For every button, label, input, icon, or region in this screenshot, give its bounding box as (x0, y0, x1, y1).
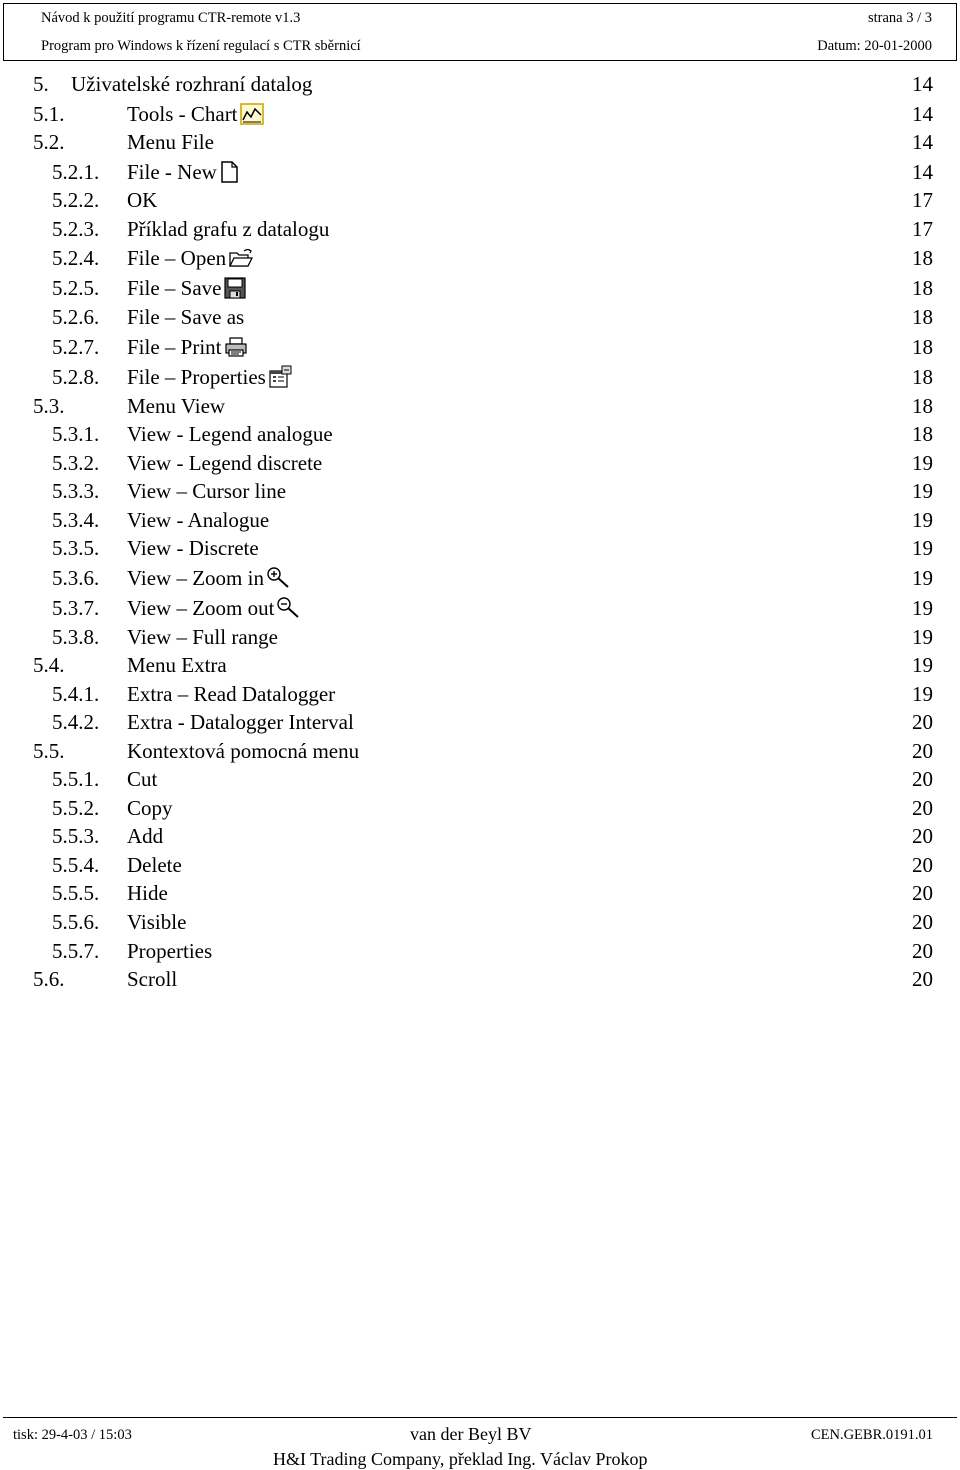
toc-entry-number: 5.5.6. (52, 910, 100, 934)
toc-entry-page: 17 (912, 217, 933, 241)
toc-entry-page: 14 (912, 102, 933, 126)
toc-entry-page: 19 (912, 508, 933, 532)
toc-entry-page: 20 (912, 910, 933, 934)
toc-entry (0, 128, 960, 156)
toc-entry (0, 363, 960, 391)
toc-entry-page: 18 (912, 422, 933, 446)
toc-entry-title-wrap (127, 680, 335, 708)
toc-entry-page: 19 (912, 682, 933, 706)
toc-entry-number: 5.2.1. (52, 160, 100, 184)
toc-entry-title: Extra – Read Datalogger (127, 682, 336, 706)
toc-entry-number: 5.4. (33, 653, 65, 677)
toc-entry (0, 937, 960, 965)
toc-entry-number: 5.5.7. (52, 939, 100, 963)
toc-entry-number: 5.2.5. (52, 276, 100, 300)
toc-entry-title-wrap (127, 623, 278, 651)
toc-entry (0, 244, 960, 272)
toc-entry (0, 651, 960, 679)
toc-entry (0, 186, 960, 214)
toc-entry-title: Visible (127, 910, 187, 934)
toc-entry-title-wrap (127, 303, 244, 331)
toc-entry-title: OK (127, 188, 158, 212)
toc-entry-title: File – Properties (127, 365, 266, 389)
toc-entry-number: 5.3.4. (52, 508, 100, 532)
toc-entry-title-wrap (127, 651, 227, 679)
toc-entry-number: 5.3.5. (52, 536, 100, 560)
toc-entry-title-wrap (127, 449, 322, 477)
toc-entry-number: 5.5.5. (52, 881, 100, 905)
toc-entry-page: 19 (912, 653, 933, 677)
toc-entry-title: Cut (127, 767, 158, 791)
toc-entry (0, 420, 960, 448)
toc-entry-title-wrap (127, 708, 354, 736)
toc-entry (0, 794, 960, 822)
toc-entry-title: Copy (127, 796, 173, 820)
toc-entry-title-wrap (127, 851, 182, 879)
toc-entry-page: 20 (912, 853, 933, 877)
toc-entry-number: 5.5.3. (52, 824, 100, 848)
toc-entry-title-wrap (127, 506, 269, 534)
chart-icon (240, 103, 264, 125)
toc-entry-title-wrap (127, 274, 246, 302)
toc-entry-title-wrap (127, 100, 264, 128)
toc-entry-title: Příklad grafu z datalogu (127, 217, 330, 241)
toc-entry-title-wrap (127, 822, 163, 850)
toc-entry-number: 5.3.2. (52, 451, 100, 475)
toc-entry-number: 5.3.7. (52, 596, 100, 620)
toc-entry-page: 19 (912, 625, 933, 649)
toc-entry (0, 449, 960, 477)
toc-entry-title-wrap (127, 534, 259, 562)
toc-entry-title-wrap (127, 477, 286, 505)
toc-entry (0, 333, 960, 361)
toc-entry (0, 851, 960, 879)
floppy-disk-icon (224, 277, 246, 299)
toc-entry-page: 20 (912, 710, 933, 734)
toc-entry (0, 765, 960, 793)
toc-entry-page: 18 (912, 305, 933, 329)
toc-entry-title-wrap (127, 879, 168, 907)
toc-entry-title-wrap (127, 765, 157, 793)
toc-entry-title-wrap (127, 564, 292, 592)
toc-entry (0, 822, 960, 850)
toc-entry-number: 5.4.2. (52, 710, 100, 734)
toc-entry (0, 477, 960, 505)
toc-entry (0, 680, 960, 708)
zoom-out-icon (276, 596, 302, 620)
toc-entry-title: View - Analogue (127, 508, 270, 532)
toc-entry-title: Properties (127, 939, 213, 963)
toc-entry (0, 534, 960, 562)
open-folder-icon (228, 247, 254, 269)
toc-entry (0, 564, 960, 592)
toc-entry (0, 274, 960, 302)
toc-entry (0, 594, 960, 622)
toc-entry-page: 19 (912, 596, 933, 620)
toc-entry-title-wrap (127, 363, 292, 391)
toc-entry-number: 5.3. (33, 394, 65, 418)
toc-entry (0, 158, 960, 186)
toc-entry-number: 5.3.3. (52, 479, 100, 503)
toc-entry-page: 18 (912, 365, 933, 389)
document-date: Datum: 20-01-2000 (817, 38, 932, 54)
toc-entry-number: 5.1. (33, 102, 65, 126)
toc-entry-title: Hide (127, 881, 168, 905)
document-code: CEN.GEBR.0191.01 (810, 1427, 933, 1443)
toc-entry-number: 5.6. (33, 967, 65, 991)
toc-entry-number: 5.2.2. (52, 188, 100, 212)
toc-entry-title: Scroll (127, 967, 178, 991)
toc-entry-title-wrap (127, 215, 329, 243)
toc-entry-title-wrap (127, 420, 333, 448)
toc-entry (0, 708, 960, 736)
toc-entry-number: 5.2. (33, 130, 65, 154)
toc-entry-page: 18 (912, 335, 933, 359)
toc-entry-title-wrap (127, 965, 177, 993)
toc-entry-title-wrap (127, 937, 212, 965)
toc-entry-page: 20 (912, 767, 933, 791)
toc-entry-number: 5.5.1. (52, 767, 100, 791)
toc-entry (0, 737, 960, 765)
toc-entry-title-wrap (127, 908, 186, 936)
toc-entry-title: Kontextová pomocná menu (127, 739, 360, 763)
toc-entry-title: File – Save (127, 276, 222, 300)
translation-credit: H&I Trading Company, překlad Ing. Václav Prokop (273, 1449, 648, 1469)
toc-entry (0, 908, 960, 936)
toc-entry-number: 5.3.6. (52, 566, 100, 590)
toc-entry-title-wrap (127, 128, 214, 156)
toc-entry (0, 70, 960, 98)
toc-entry-title: Menu View (127, 394, 226, 418)
toc-entry-title: View – Zoom in (127, 566, 264, 590)
toc-entry-page: 20 (912, 796, 933, 820)
toc-entry-number: 5.3.8. (52, 625, 100, 649)
toc-entry-title-wrap (127, 333, 248, 361)
page-info: strana 3 / 3 (867, 10, 932, 26)
zoom-in-icon (266, 566, 292, 590)
toc-entry-page: 14 (912, 72, 933, 96)
toc-entry-title: View - Legend analogue (127, 422, 333, 446)
toc-entry-title-wrap (127, 392, 225, 420)
toc-entry-title: Add (127, 824, 164, 848)
toc-entry-title: File – Print (127, 335, 222, 359)
toc-entry-title: Uživatelské rozhraní datalog (71, 72, 313, 96)
toc-entry-title-wrap (127, 244, 254, 272)
toc-entry-title-wrap (127, 186, 157, 214)
toc-entry-title: Menu File (127, 130, 214, 154)
toc-entry-title: Extra - Datalogger Interval (127, 710, 354, 734)
printer-icon (224, 336, 248, 358)
toc-entry-title: View - Discrete (127, 536, 259, 560)
toc-entry-page: 19 (912, 479, 933, 503)
toc-entry-page: 20 (912, 967, 933, 991)
toc-entry (0, 392, 960, 420)
toc-entry (0, 623, 960, 651)
toc-entry-number: 5.2.6. (52, 305, 100, 329)
toc-entry-number: 5.2.7. (52, 335, 100, 359)
toc-entry-page: 19 (912, 566, 933, 590)
toc-entry-title-wrap (71, 70, 312, 98)
properties-icon (268, 365, 292, 389)
toc-entry-page: 20 (912, 824, 933, 848)
toc-entry-page: 18 (912, 276, 933, 300)
toc-entry (0, 215, 960, 243)
toc-entry-title-wrap (127, 794, 173, 822)
toc-entry-title-wrap (127, 594, 302, 622)
toc-entry-number: 5.4.1. (52, 682, 100, 706)
toc-entry-page: 20 (912, 939, 933, 963)
toc-entry-page: 20 (912, 739, 933, 763)
toc-entry (0, 506, 960, 534)
document-subtitle: Program pro Windows k řízení regulací s CTR sběrnicí (41, 38, 361, 54)
toc-entry-title: View – Zoom out (127, 596, 275, 620)
toc-entry-page: 14 (912, 160, 933, 184)
toc-entry-page: 19 (912, 451, 933, 475)
document-title: Návod k použití programu CTR-remote v1.3 (41, 10, 301, 26)
toc-entry (0, 965, 960, 993)
page-footer (3, 1417, 957, 1469)
toc-entry-number: 5.2.8. (52, 365, 100, 389)
toc-entry (0, 100, 960, 128)
toc-entry-number: 5.5.2. (52, 796, 100, 820)
toc-entry-page: 19 (912, 536, 933, 560)
toc-entry (0, 303, 960, 331)
toc-entry-title: View - Legend discrete (127, 451, 323, 475)
toc-entry-title: View – Full range (127, 625, 278, 649)
toc-entry-title-wrap (127, 737, 359, 765)
toc-entry-number: 5.3.1. (52, 422, 100, 446)
toc-entry-number: 5.2.3. (52, 217, 100, 241)
toc-entry-title: File – Save as (127, 305, 245, 329)
toc-entry-title: View – Cursor line (127, 479, 287, 503)
toc-entry-number: 5.5. (33, 739, 65, 763)
toc-entry-page: 14 (912, 130, 933, 154)
page-header (3, 3, 957, 61)
print-info: tisk: 29-4-03 / 15:03 (13, 1427, 132, 1443)
new-file-icon (219, 161, 239, 183)
toc-entry-page: 20 (912, 881, 933, 905)
toc-entry-title-wrap (127, 158, 239, 186)
toc-entry (0, 879, 960, 907)
toc-entry-title: Delete (127, 853, 182, 877)
toc-entry-page: 18 (912, 246, 933, 270)
toc-entry-title: File – Open (127, 246, 227, 270)
toc-entry-title: Tools - Chart (127, 102, 238, 126)
toc-entry-title: Menu Extra (127, 653, 227, 677)
toc-entry-number: 5.2.4. (52, 246, 100, 270)
company-name: van der Beyl BV (410, 1424, 532, 1444)
toc-entry-title: File - New (127, 160, 217, 184)
toc-entry-number: 5.5.4. (52, 853, 100, 877)
toc-entry-page: 17 (912, 188, 933, 212)
toc-entry-page: 18 (912, 394, 933, 418)
toc-entry-number: 5. (33, 72, 49, 96)
